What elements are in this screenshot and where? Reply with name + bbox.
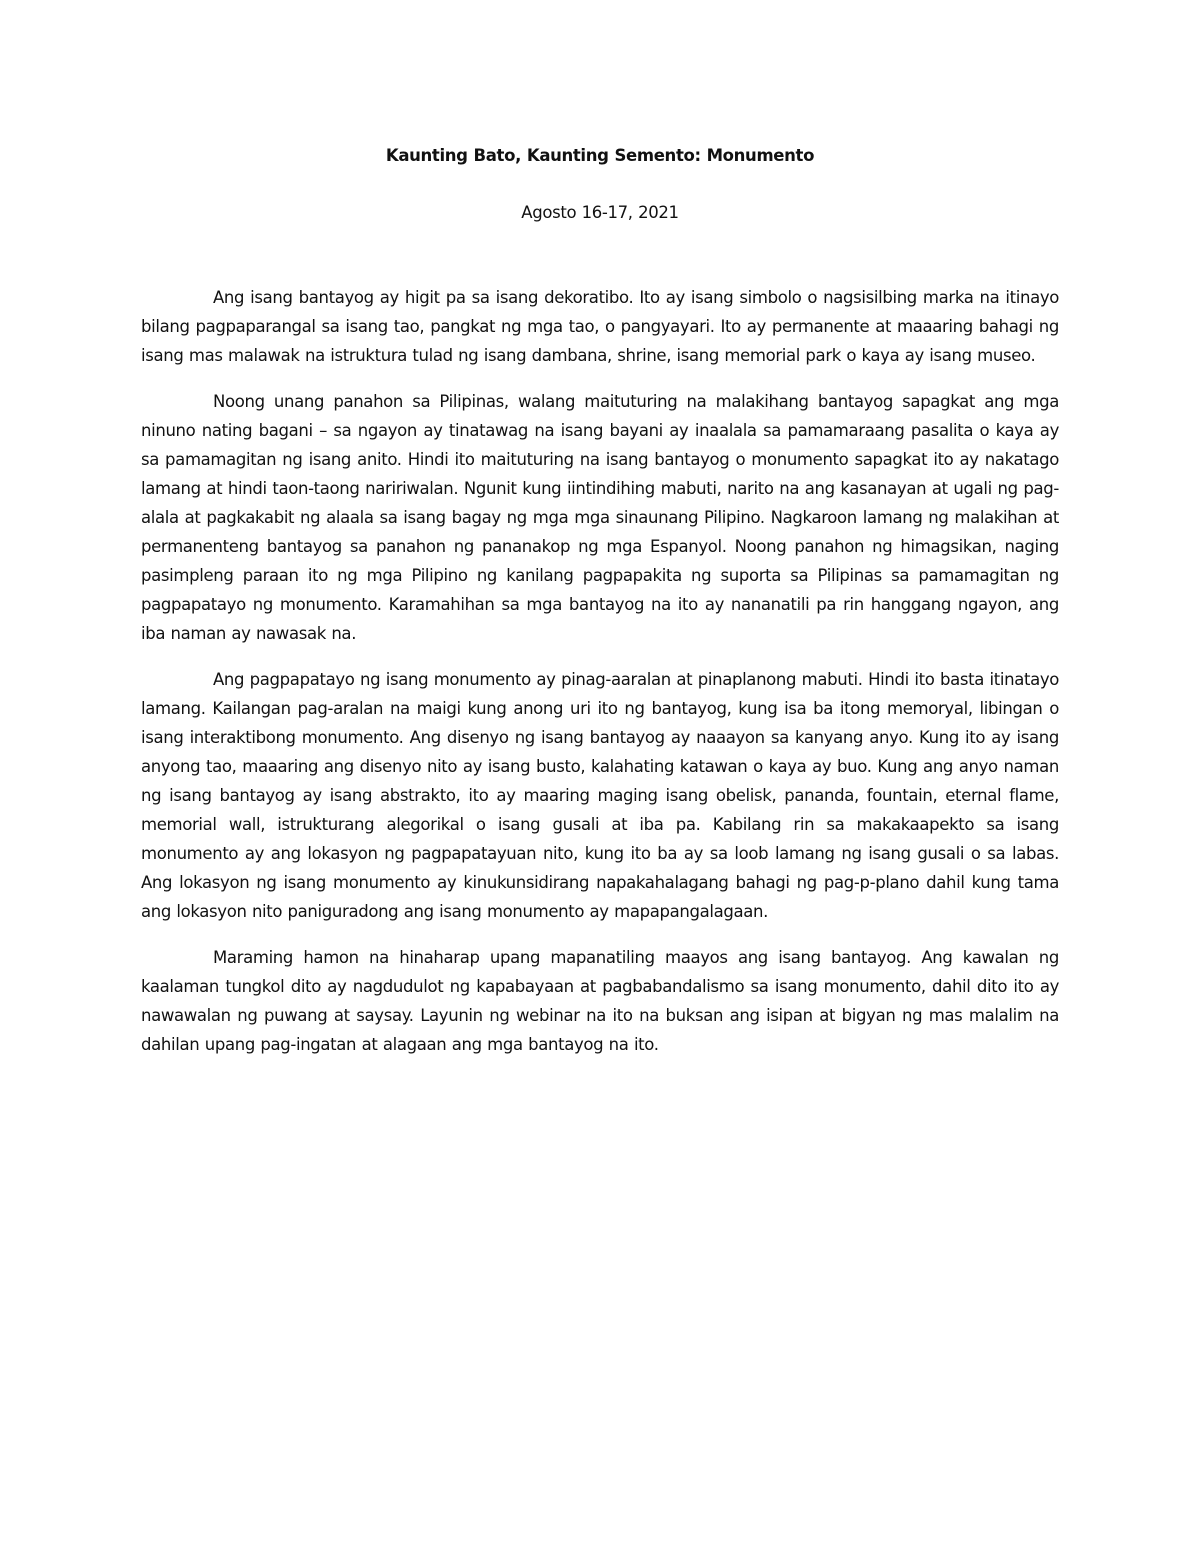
paragraph-2: Noong unang panahon sa Pilipinas, walang maituturing na malakihang bantayog sapagkat ang mga ninuno nating bagani – sa ngayon ay tinatawag na isang bayani ay inaalala sa pamamaraang pasalita o kaya ay sa pamamagitan ng isang anito. Hindi ito maituturing na isang bantayog o monumento sapagkat ito ay nakatago lamang at hindi taon-taong naririwalan. Ngunit kung iintindihing mabuti, narito na ang kasanayan at ugali ng pag-alala at pagkakabit ng alaala sa isang bagay ng mga mga sinaunang Pilipino. Nagkaroon lamang ng malakihan at permanenteng bantayog sa panahon ng pananakop ng mga Espanyol. Noong panahon ng himagsikan, naging pasimpleng paraan ito ng mga Pilipino ng kanilang pagpapakita ng suporta sa Pilipinas sa pamamagitan ng pagpapatayo ng monumento. Karamahihan sa mga bantayog na ito ay nananatili pa rin hanggang ngayon, ang iba naman ay nawasak na.	[141, 392, 1059, 643]
document-title: Kaunting Bato, Kaunting Semento: Monumento	[385, 146, 815, 165]
paragraph-4: Maraming hamon na hinaharap upang mapanatiling maayos ang isang bantayog. Ang kawalan ng kaalaman tungkol dito ay nagdudulot ng kapabayaan at pagbabandalismo sa isang monumento, dahil dito ito ay nawawalan ng puwang at saysay. Layunin ng webinar na ito na buksan ang isipan at bigyan ng mas malalim na dahilan upang pag-ingatan at alagaan ang mga bantayog na ito.	[141, 948, 1059, 1054]
document-date: Agosto 16-17, 2021	[521, 203, 679, 222]
paragraph-1: Ang isang bantayog ay higit pa sa isang dekoratibo. Ito ay isang simbolo o nagsisilbing marka na itinayo bilang pagpaparangal sa isang tao, pangkat ng mga tao, o pangyayari. Ito ay permanente at maaaring bahagi ng isang mas malawak na istruktura tulad ng isang dambana, shrine, isang memorial park o kaya ay isang museo.	[141, 288, 1059, 365]
document-body	[141, 140, 1059, 1059]
paragraph-3: Ang pagpapatayo ng isang monumento ay pinag-aaralan at pinaplanong mabuti. Hindi ito basta itinatayo lamang. Kailangan pag-aralan na maigi kung anong uri ito ng bantayog, kung isa ba itong memoryal, libingan o isang interaktibong monumento. Ang disenyo ng isang bantayog ay naaayon sa kanyang anyo. Kung ito ay isang anyong tao, maaaring ang disenyo nito ay isang busto, kalahating katawan o kaya ay buo. Kung ang anyo naman ng isang bantayog ay isang abstrakto, ito ay maaring maging isang obelisk, pananda, fountain, eternal flame, memorial wall, istrukturang alegorikal o isang gusali at iba pa. Kabilang rin sa makakaapekto sa isang monumento ay ang lokasyon ng pagpapatayuan nito, kung ito ba ay sa loob lamang ng isang gusali o sa labas. Ang lokasyon ng isang monumento ay kinukunsidirang napakahalagang bahagi ng pag-p-plano dahil kung tama ang lokasyon nito paniguradong ang isang monumento ay mapapangalagaan.	[141, 670, 1059, 921]
